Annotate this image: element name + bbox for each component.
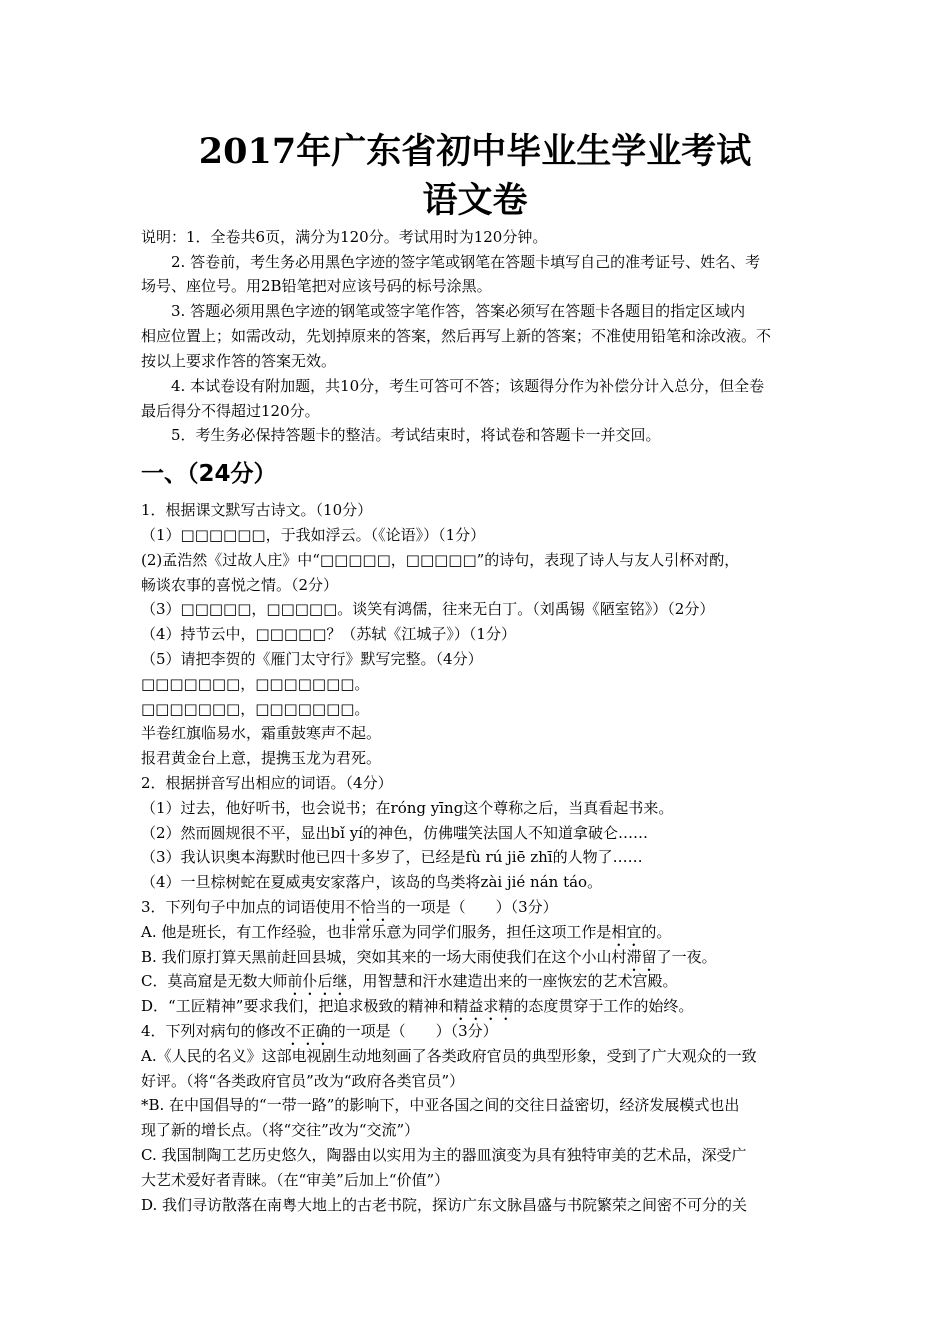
question-2-part: （1）过去，他好听书，也会说书；在róng yīng这个尊称之后，当真看起书来。 bbox=[141, 799, 674, 817]
option-text: ，用智慧和汗水建造出来的一座恢宏的艺术宫殿。 bbox=[347, 972, 678, 990]
question-2-part: （2）然而圆规很不平，显出bǐ yí的神色，仿佛嗤笑法国人不知道拿破仑…… bbox=[141, 824, 648, 842]
instruction-line: 说明：1．全卷共6页，满分为120分。考试用时为120分钟。 bbox=[141, 228, 548, 246]
poem-line: □□□□□□□，□□□□□□□。 bbox=[141, 700, 370, 718]
question-1-part: （5）请把李贺的《雁门太守行》默写完整。（4分） bbox=[141, 650, 483, 668]
instruction-line: 5．考生务必保持答题卡的整洁。考试结束时，将试卷和答题卡一并交回。 bbox=[171, 426, 661, 444]
question-2-stem: 2．根据拼音写出相应的词语。（4分） bbox=[141, 774, 393, 792]
exam-title: 2017年广东省初中毕业生学业考试 bbox=[198, 131, 752, 172]
question-3-option-c bbox=[141, 971, 821, 999]
question-4-stem-text: 4．下列对病句的修改 bbox=[141, 1022, 286, 1040]
question-3-stem-text: 3．下列句子中加点的词语使用 bbox=[141, 898, 346, 916]
question-4-stem-text: 的一项是（ ）（3分） bbox=[330, 1022, 498, 1040]
question-2-part: （4）一旦棕树蛇在夏威夷安家落户，该岛的鸟类将zài jié nán táo。 bbox=[141, 873, 603, 891]
instruction-line: 场号、座位号。用2B铅笔把对应该号码的标号涂黑。 bbox=[141, 277, 492, 295]
emphasis-dotted-text: 前仆后继 bbox=[287, 972, 348, 990]
option-text: C．莫高窟是无数大师 bbox=[141, 972, 288, 990]
poem-line: 报君黄金台上意，提携玉龙为君死。 bbox=[141, 749, 382, 767]
question-2-part: （3）我认识奥本海默时他已四十多岁了，已经是fù rú jiē zhī的人物了…… bbox=[141, 848, 643, 866]
question-1-part: （4）持节云中，□□□□□？（苏轼《江城子》）（1分） bbox=[141, 625, 516, 643]
option-text: B. 我们原打算天黑前赶回县城，突如其来的一场大雨使我们在这个小山村 bbox=[141, 948, 627, 966]
poem-line: □□□□□□□，□□□□□□□。 bbox=[141, 675, 370, 693]
question-3-stem bbox=[141, 897, 821, 925]
emphasis-dotted-text: 精益求精 bbox=[453, 997, 514, 1015]
instruction-line: 4. 本试卷设有附加题，共10分，考生可答可不答；该题得分作为补偿分计入总分，但全卷 bbox=[171, 377, 765, 395]
question-4-option-c: C. 我国制陶工艺历史悠久，陶器由以实用为主的器皿演变为具有独特审美的艺术品，深受广 bbox=[141, 1146, 747, 1164]
emphasis-dotted-text: 相宜 bbox=[611, 923, 642, 941]
emphasis-dotted-text: 不正确 bbox=[285, 1022, 331, 1040]
option-text: 的。 bbox=[641, 923, 672, 941]
question-3-stem-text: 的一项是（ ）（3分） bbox=[390, 898, 558, 916]
question-1-part: 畅谈农事的喜悦之情。（2分） bbox=[141, 576, 339, 594]
question-1-stem: 1．根据课文默写古诗文。（10分） bbox=[141, 501, 373, 519]
option-text: 了一夜。 bbox=[656, 948, 717, 966]
option-text: D．“工匠精神”要求我们，把追求极致的精神和 bbox=[141, 997, 454, 1015]
question-3-option-a bbox=[141, 922, 821, 950]
question-4-option-a: A.《人民的名义》这部电视剧生动地刻画了各类政府官员的典型形象，受到了广大观众的一致 bbox=[141, 1047, 757, 1065]
instruction-line: 最后得分不得超过120分。 bbox=[141, 402, 320, 420]
question-4-option-b: *B. 在中国倡导的“一带一路”的影响下，中亚各国之间的交往日益密切，经济发展模式也出 bbox=[141, 1096, 740, 1114]
poem-line: 半卷红旗临易水，霜重鼓寒声不起。 bbox=[141, 724, 382, 742]
exam-subtitle: 语文卷 bbox=[422, 180, 528, 221]
question-4-option-c: 大艺术爱好者青睐。（在“审美”后加上“价值”） bbox=[141, 1171, 450, 1189]
question-3-option-d bbox=[141, 996, 821, 1024]
emphasis-dotted-text: 不恰当 bbox=[345, 898, 391, 916]
question-1-part: （3）□□□□□，□□□□□。谈笑有鸿儒，往来无白丁。（刘禹锡《陋室铭》）（2分） bbox=[141, 600, 715, 618]
instruction-line: 相应位置上；如需改动，先划掉原来的答案，然后再写上新的答案；不准使用铅笔和涂改液。不 bbox=[141, 327, 772, 345]
question-4-stem bbox=[141, 1021, 821, 1049]
instruction-line: 按以上要求作答的答案无效。 bbox=[141, 352, 337, 370]
section-heading: 一、（24分） bbox=[141, 461, 277, 487]
question-1-part: （1）□□□□□□，于我如浮云。（《论语》）（1分） bbox=[141, 526, 486, 544]
option-text: A. 他是班长，有工作经验，也非常乐意为同学们服务，担任这项工作是 bbox=[141, 923, 612, 941]
question-4-option-a: 好评。（将“各类政府官员”改为“政府各类官员”） bbox=[141, 1072, 465, 1090]
instruction-line: 2. 答卷前，考生务必用黑色字迹的签字笔或钢笔在答题卡填写自己的准考证号、姓名、考 bbox=[171, 253, 761, 271]
question-4-option-d: D. 我们寻访散落在南粤大地上的古老书院，探访广东文脉昌盛与书院繁荣之间密不可分的关 bbox=[141, 1196, 748, 1214]
option-text: 的态度贯穿于工作的始终。 bbox=[513, 997, 694, 1015]
emphasis-dotted-text: 滞留 bbox=[626, 948, 657, 966]
question-1-part: (2)孟浩然《过故人庄》中“□□□□□，□□□□□”的诗句，表现了诗人与友人引杯对酌， bbox=[141, 551, 740, 569]
instruction-line: 3. 答题必须用黑色字迹的钢笔或签字笔作答，答案必须写在答题卡各题目的指定区域内 bbox=[171, 302, 746, 320]
question-4-option-b: 现了新的增长点。（将“交往”改为“交流”） bbox=[141, 1121, 420, 1139]
